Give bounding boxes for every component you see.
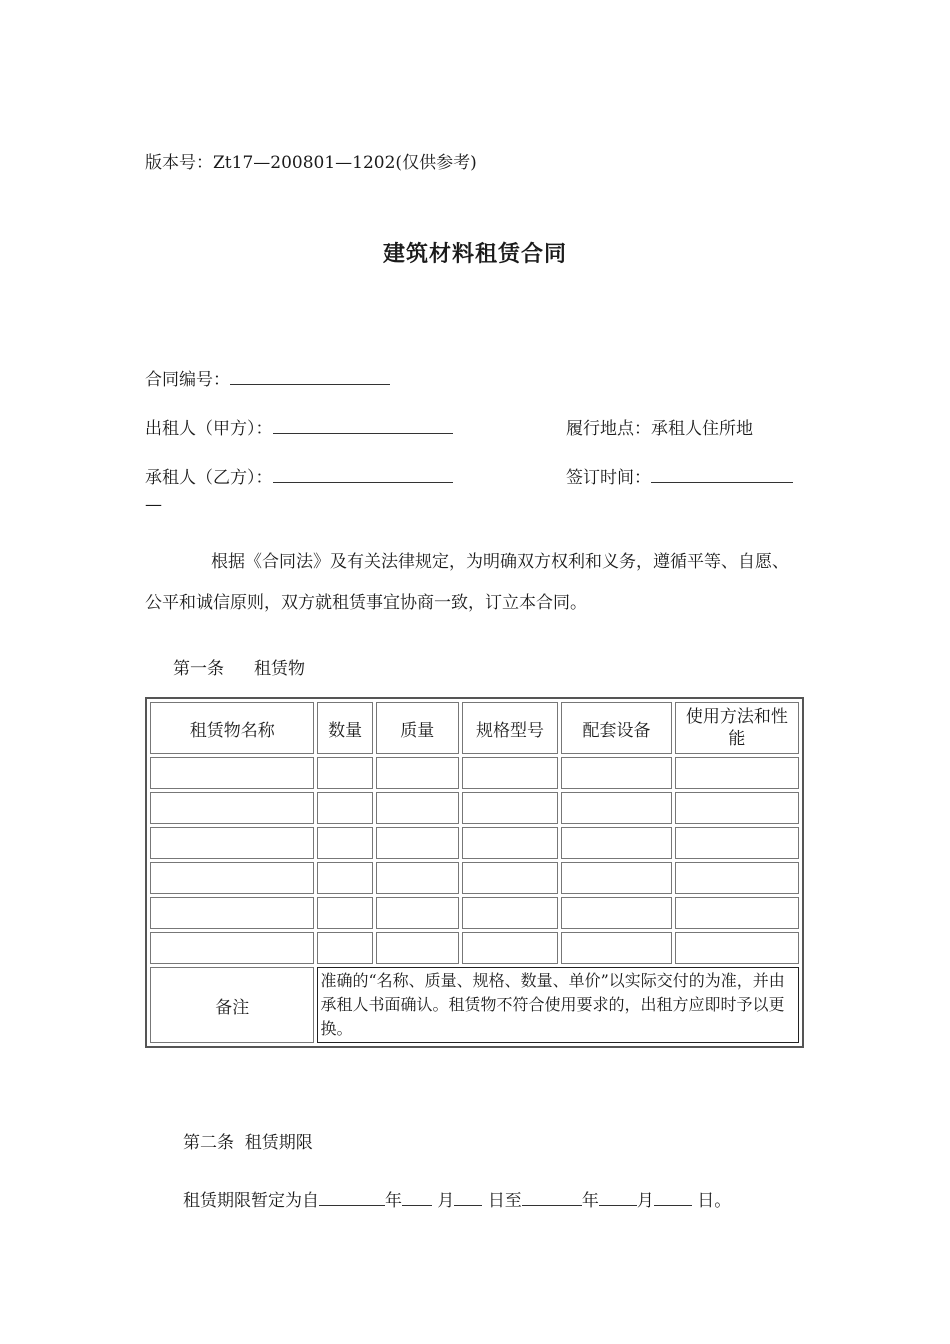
table-cell[interactable] xyxy=(675,792,799,824)
end-month-label: 月 xyxy=(636,1191,654,1211)
table-cell[interactable] xyxy=(376,897,459,929)
lessee-field xyxy=(145,463,453,488)
performance-place: 履行地点：承租人住所地 xyxy=(566,419,753,439)
start-day-blank[interactable] xyxy=(454,1191,482,1206)
sign-time-field xyxy=(566,463,793,488)
lessor-label: 出租人（甲方）： xyxy=(145,419,273,439)
end-year-blank[interactable] xyxy=(522,1191,582,1206)
sign-time-label: 签订时间： xyxy=(566,468,651,488)
end-year-label: 年 xyxy=(581,1191,599,1211)
table-cell[interactable] xyxy=(675,862,799,894)
lessee-blank[interactable] xyxy=(273,468,453,483)
preamble-text: 根据《合同法》及有关法律规定，为明确双方权利和义务，遵循平等、自愿、公平和诚信原则，双方就租赁事宜协商一致，订立本合同。 xyxy=(145,552,789,613)
header-usage-performance: 使用方法和性能 xyxy=(675,702,799,754)
table-cell[interactable] xyxy=(150,897,314,929)
table-row xyxy=(150,757,799,789)
table-cell[interactable] xyxy=(376,792,459,824)
table-cell[interactable] xyxy=(462,897,559,929)
table-row xyxy=(150,792,799,824)
header-quantity: 数量 xyxy=(317,702,372,754)
lessor-blank[interactable] xyxy=(273,419,453,434)
table-cell[interactable] xyxy=(317,792,372,824)
contract-number-field xyxy=(145,365,390,390)
article-1-number: 第一条 xyxy=(173,659,224,679)
start-year-label: 年 xyxy=(385,1191,402,1211)
start-month-label: 月 xyxy=(437,1191,455,1211)
version-line: 版本号：Zt17—200801—1202(仅供参考) xyxy=(145,153,477,173)
table-cell[interactable] xyxy=(561,932,671,964)
table-cell[interactable] xyxy=(561,862,671,894)
table-cell[interactable] xyxy=(462,932,559,964)
day-end-label: 日。 xyxy=(697,1191,732,1211)
table-cell[interactable] xyxy=(150,792,314,824)
article-2-heading: 第二条 租赁期限 xyxy=(183,1133,313,1153)
table-row xyxy=(150,932,799,964)
rental-items-table xyxy=(145,697,804,1048)
sign-time-overflow-dash: — xyxy=(145,495,162,515)
lease-term-start-text: 租赁期限暂定为自 xyxy=(183,1191,319,1211)
table-header-row xyxy=(150,702,799,754)
note-text: 准确的“名称、质量、规格、数量、单价”以实际交付的为准，并由承租人书面确认。租赁物不符合使用要求的，出租方应即时予以更换。 xyxy=(317,967,799,1043)
lease-term-line xyxy=(183,1186,731,1211)
table-cell[interactable] xyxy=(376,827,459,859)
day-to-label: 日至 xyxy=(487,1191,522,1211)
sign-time-blank[interactable] xyxy=(651,468,793,483)
table-cell[interactable] xyxy=(462,827,559,859)
end-month-blank[interactable] xyxy=(599,1191,637,1206)
header-quality: 质量 xyxy=(376,702,459,754)
table-cell[interactable] xyxy=(561,792,671,824)
table-row xyxy=(150,827,799,859)
table-cell[interactable] xyxy=(150,757,314,789)
header-item-name: 租赁物名称 xyxy=(150,702,314,754)
table-cell[interactable] xyxy=(462,792,559,824)
table-cell[interactable] xyxy=(561,827,671,859)
table-cell[interactable] xyxy=(675,827,799,859)
preamble-paragraph xyxy=(145,542,805,624)
table-cell[interactable] xyxy=(317,862,372,894)
table-row xyxy=(150,862,799,894)
table-cell[interactable] xyxy=(462,862,559,894)
table-cell[interactable] xyxy=(376,932,459,964)
table-cell[interactable] xyxy=(317,827,372,859)
article-1-heading xyxy=(173,654,305,679)
header-accessories: 配套设备 xyxy=(561,702,671,754)
header-spec-model: 规格型号 xyxy=(462,702,559,754)
table-cell[interactable] xyxy=(150,862,314,894)
contract-number-blank[interactable] xyxy=(230,370,390,385)
table-cell[interactable] xyxy=(150,932,314,964)
table-cell[interactable] xyxy=(675,757,799,789)
table-cell[interactable] xyxy=(675,932,799,964)
end-day-blank[interactable] xyxy=(654,1191,692,1206)
table-cell[interactable] xyxy=(150,827,314,859)
table-row xyxy=(150,897,799,929)
table-cell[interactable] xyxy=(561,757,671,789)
table-cell[interactable] xyxy=(376,862,459,894)
lessor-field xyxy=(145,414,453,439)
table-cell[interactable] xyxy=(675,897,799,929)
table-cell[interactable] xyxy=(462,757,559,789)
note-label: 备注 xyxy=(150,967,314,1043)
table-cell[interactable] xyxy=(376,757,459,789)
article-1-name: 租赁物 xyxy=(254,659,305,679)
start-month-blank[interactable] xyxy=(402,1191,432,1206)
table-note-row xyxy=(150,967,799,1043)
table-cell[interactable] xyxy=(317,757,372,789)
start-year-blank[interactable] xyxy=(319,1191,385,1206)
lessee-label: 承租人（乙方）： xyxy=(145,468,273,488)
table-cell[interactable] xyxy=(317,897,372,929)
table-cell[interactable] xyxy=(561,897,671,929)
table-cell[interactable] xyxy=(317,932,372,964)
document-title: 建筑材料租赁合同 xyxy=(382,242,567,267)
contract-number-label: 合同编号： xyxy=(145,370,230,390)
